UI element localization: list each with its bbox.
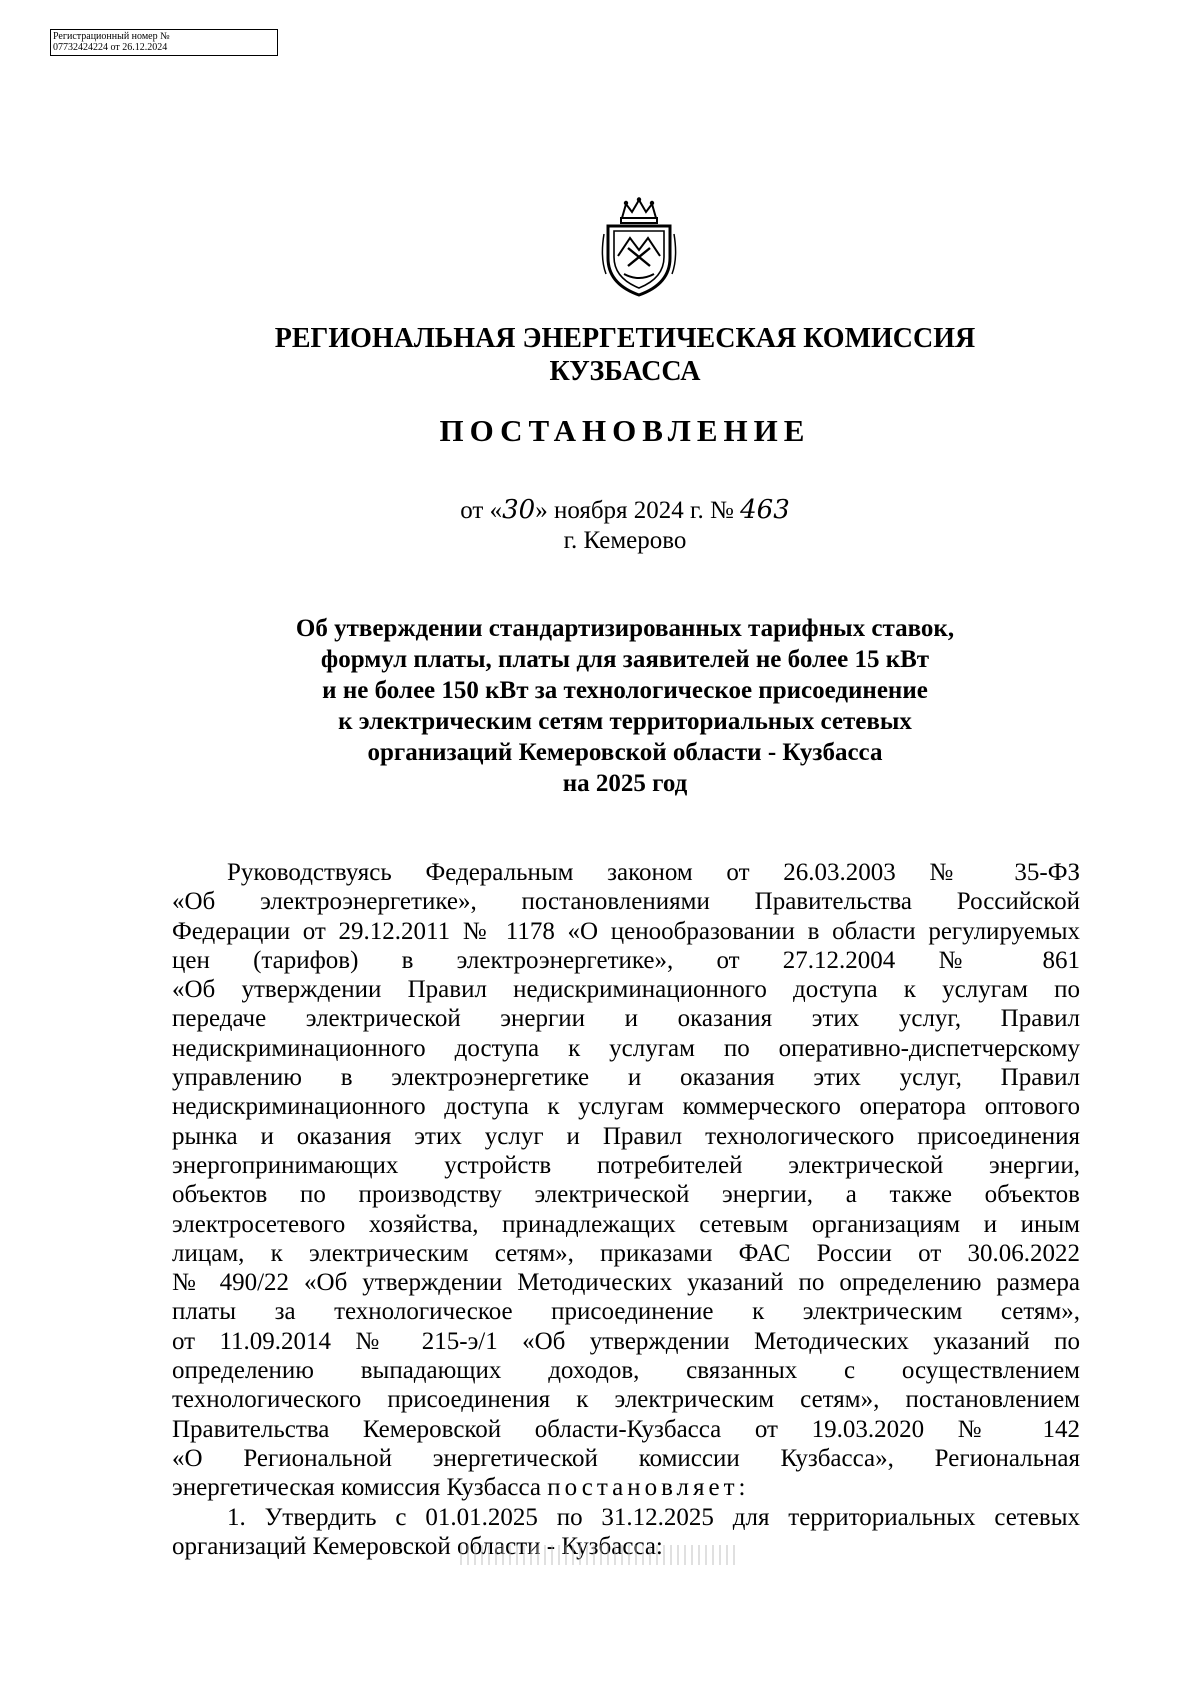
document-title bbox=[150, 613, 1100, 799]
scan-noise bbox=[460, 1545, 740, 1565]
body-line: платы за технологическое присоединение к электрическим сетям», bbox=[172, 1298, 1080, 1326]
body-line: определению выпадающих доходов, связанных с осуществлением bbox=[172, 1357, 1080, 1385]
date-day-handwritten: 30 bbox=[502, 495, 536, 525]
title-line: формул платы, платы для заявителей не более 15 кВт bbox=[320, 646, 930, 673]
body-line: электросетевого хозяйства, принадлежащих сетевым организациям и иным bbox=[172, 1210, 1080, 1238]
body-line-resolution bbox=[172, 1473, 1080, 1502]
authority-region: КУЗБАССА bbox=[549, 356, 701, 387]
body-line: передаче электрической энергии и оказания этих услуг, Правил bbox=[172, 1005, 1080, 1033]
title-line: организаций Кемеровской области - Кузбасса bbox=[367, 739, 883, 766]
body-line: Федерации от 29.12.2011 № 1178 «О ценообразовании в области регулируемых bbox=[172, 917, 1080, 945]
body-line: лицам, к электрическим сетям», приказами ФАС России от 30.06.2022 bbox=[172, 1239, 1080, 1267]
body-line: «Об электроэнергетике», постановлениями Правительства Российской bbox=[172, 888, 1080, 916]
authority-name: РЕГИОНАЛЬНАЯ ЭНЕРГЕТИЧЕСКАЯ КОМИССИЯ bbox=[274, 323, 976, 354]
body-line: объектов по производству электрической энергии, а также объектов bbox=[172, 1181, 1080, 1209]
resolution-prefix: энергетическая комиссия Кузбасса bbox=[172, 1474, 548, 1502]
title-line: к электрическим сетям территориальных сетевых bbox=[338, 708, 912, 735]
body-line: организаций Кемеровской области - Кузбасса: bbox=[172, 1532, 663, 1560]
title-line: на 2025 год bbox=[562, 770, 688, 797]
document-date-line bbox=[150, 495, 1100, 525]
body-line-item-1: 1. Утвердить с 01.01.2025 по 31.12.2025 для территориальных сетевых bbox=[227, 1503, 1080, 1531]
title-line: и не более 150 кВт за технологическое присоединение bbox=[322, 677, 928, 704]
document-number-handwritten: 463 bbox=[740, 495, 790, 525]
body-line: управлению в электроэнергетике и оказания этих услуг, Правил bbox=[172, 1064, 1080, 1092]
body-line: «О Региональной энергетической комиссии Кузбасса», Региональная bbox=[172, 1444, 1080, 1472]
date-middle: » ноября 2024 г. № bbox=[535, 497, 741, 524]
registration-number: 07732424224 от 26.12.2024 bbox=[53, 42, 168, 53]
registration-label: Регистрационный номер № bbox=[53, 31, 170, 42]
document-city: г. Кемерово bbox=[563, 527, 687, 554]
body-line: технологического присоединения к электрическим сетям», постановлением bbox=[172, 1386, 1080, 1414]
body-line: Правительства Кемеровской области-Кузбасса от 19.03.2020 № 142 bbox=[172, 1415, 1080, 1443]
body-line: рынка и оказания этих услуг и Правил технологического присоединения bbox=[172, 1122, 1080, 1150]
body-line: энергопринимающих устройств потребителей электрической энергии, bbox=[172, 1151, 1080, 1179]
body-line: Руководствуясь Федеральным законом от 26.03.2003 № 35-ФЗ bbox=[227, 859, 1080, 886]
document-type-heading: ПОСТАНОВЛЕНИЕ bbox=[439, 413, 811, 448]
body-line: № 490/22 «Об утверждении Методических указаний по определению размера bbox=[172, 1269, 1080, 1297]
body-line: цен (тарифов) в электроэнергетике», от 27.12.2004 № 861 bbox=[172, 946, 1080, 974]
document-body bbox=[172, 858, 1080, 1561]
body-line: «Об утверждении Правил недискриминационного доступа к услугам по bbox=[172, 976, 1080, 1004]
resolution-verb: постановляет: bbox=[547, 1474, 750, 1502]
body-line: от 11.09.2014 № 215-э/1 «Об утверждении Методических указаний по bbox=[172, 1327, 1080, 1355]
body-line: недискриминационного доступа к услугам по оперативно-диспетчерскому bbox=[172, 1034, 1080, 1062]
title-line: Об утверждении стандартизированных тарифных ставок, bbox=[295, 615, 955, 642]
date-prefix: от « bbox=[460, 497, 503, 524]
coat-of-arms-icon bbox=[600, 196, 678, 298]
registration-stamp bbox=[50, 29, 278, 56]
body-line: недискриминационного доступа к услугам коммерческого оператора оптового bbox=[172, 1093, 1080, 1121]
